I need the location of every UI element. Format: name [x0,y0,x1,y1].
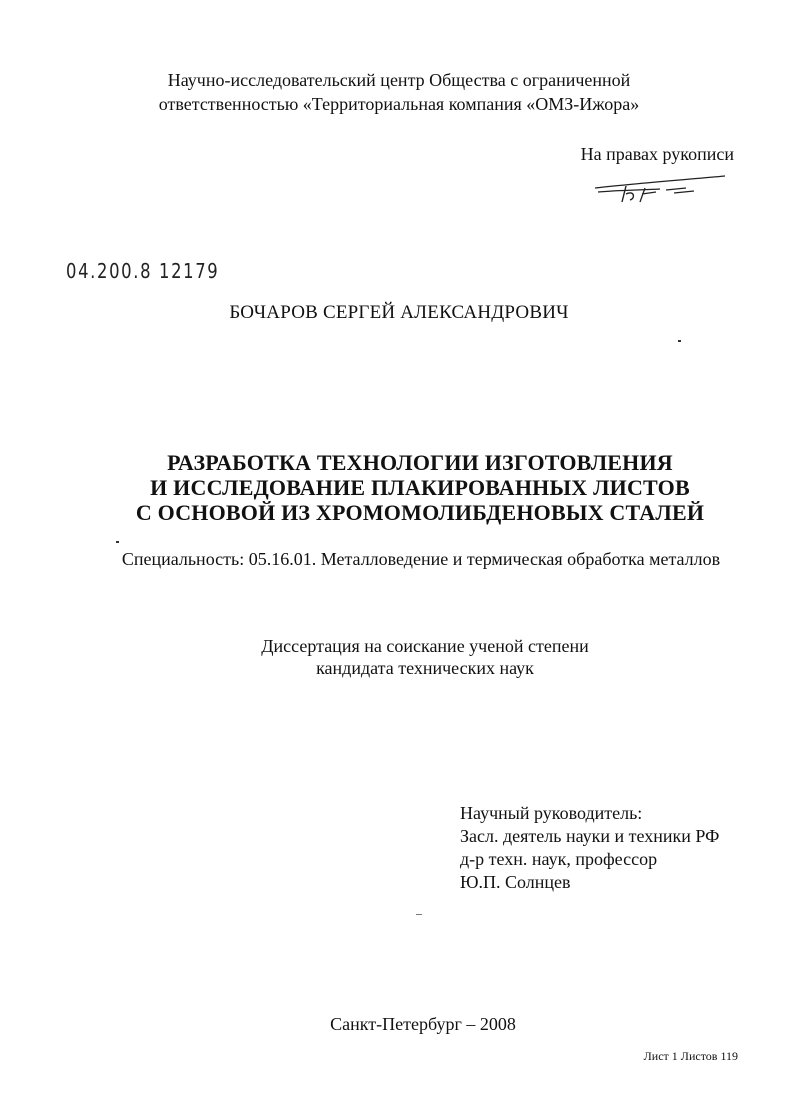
author-name: БОЧАРОВ СЕРГЕЙ АЛЕКСАНДРОВИЧ [229,302,569,323]
advisor-name: Ю.П. Солнцев [460,872,571,892]
sheet-count: Лист 1 Листов 119 [643,1049,738,1063]
advisor-title: Засл. деятель науки и техники РФ [460,826,720,846]
registration-stamp-number: 04.200.8 12179 [66,259,220,283]
advisor-label: Научный руководитель: [460,803,643,823]
title-line-1: РАЗРАБОТКА ТЕХНОЛОГИИ ИЗГОТОВЛЕНИЯ [167,450,673,475]
dissertation-line-2: кандидата технических наук [316,658,534,678]
title-line-3: С ОСНОВОЙ ИЗ ХРОМОМОЛИБДЕНОВЫХ СТАЛЕЙ [135,500,705,525]
handwritten-signature [590,172,730,208]
scan-speck [678,340,681,342]
organization-line-2: ответственностью «Территориальная компания «ОМЗ-Ижора» [158,94,640,114]
advisor-degree: д-р техн. наук, профессор [460,849,658,869]
manuscript-rights-note: На правах рукописи [580,144,734,164]
specialty-line: Специальность: 05.16.01. Металловедение и термическая обработка металлов [121,549,721,569]
scan-speck [416,914,422,915]
scan-speck [116,541,119,543]
organization-line-1: Научно-исследовательский центр Общества с ограниченной [167,70,631,90]
dissertation-line-1: Диссертация на соискание ученой степени [261,636,589,656]
city-and-year: Санкт-Петербург – 2008 [330,1014,516,1034]
title-line-2: И ИССЛЕДОВАНИЕ ПЛАКИРОВАННЫХ ЛИСТОВ [150,475,690,500]
